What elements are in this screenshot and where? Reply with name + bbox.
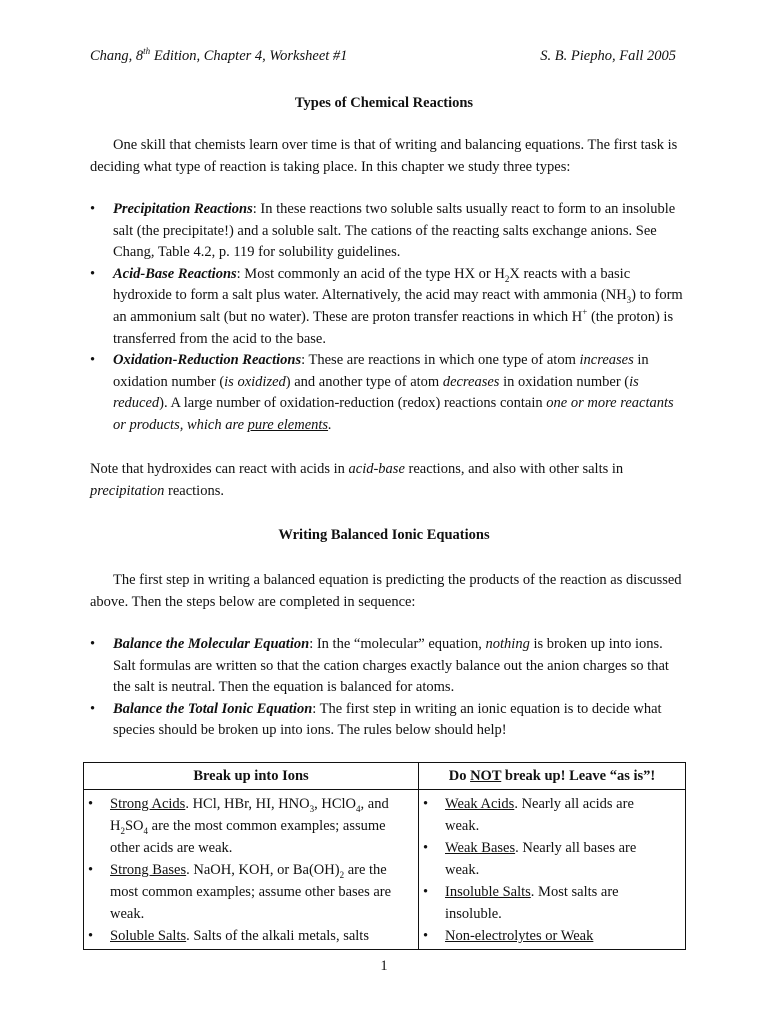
bullet-icon: • <box>90 265 96 282</box>
header-right: S. B. Piepho, Fall 2005 <box>540 48 676 64</box>
list-item-non-electrolytes: • Non-electrolytes or Weak <box>423 925 663 947</box>
list-item-weak-acids: • Weak Acids. Nearly all acids are weak. <box>423 793 663 837</box>
bullet-icon: • <box>90 352 96 369</box>
section-title-ionic: Writing Balanced Ionic Equations <box>278 527 490 543</box>
list-item-strong-acids: • Strong Acids. HCl, HBr, HI, $HNO_3$, HClO$_4$, and $H_2SO_4$ are the most common examples; assume other acids are weak. <box>88 793 410 859</box>
steps-list <box>90 634 686 742</box>
bullet-icon: • <box>423 928 429 944</box>
page-number: 1 <box>380 958 388 974</box>
list-item-strong-bases: • Strong Bases. NaOH, KOH, or $Ba(OH)_2$ are the most common examples; assume other bases are weak. <box>88 859 410 925</box>
ionization-rules-table <box>83 762 686 950</box>
list-item-total-ionic: • Balance the Total Ionic Equation: The first step in writing an ionic equation is to decide what species should be broken up into ions. The rules below should help! <box>90 700 662 739</box>
header-left: Chang, 8th Edition, Chapter 4, Worksheet #1 <box>90 46 348 64</box>
bullet-icon: • <box>88 928 94 944</box>
note-paragraph: Note that hydroxides can react with acids in acid-base reactions, and also with other salts in precipitation reactions. <box>90 461 624 499</box>
list-item-soluble-salts: • Soluble Salts. Salts of the alkali metals, salts <box>88 925 410 947</box>
bullet-icon: • <box>423 884 429 900</box>
list-item-precipitation: • Precipitation Reactions: In these reactions two soluble salts usually react to form to an insoluble salt (the precipitate!) and a soluble salt. The cations of the reacting salts exchange anions. See Chang, Table 4.2, p. 119 for solubility guidelines. <box>90 201 676 261</box>
table-header-do-not-break: Do NOT break up! Leave “as is”! <box>419 763 686 790</box>
table-cell-break-up <box>84 790 419 950</box>
bullet-icon: • <box>88 862 94 878</box>
section-title-types: Types of Chemical Reactions <box>294 95 474 111</box>
list-item-molecular: • Balance the Molecular Equation: In the “molecular” equation, nothing is broken up into ions. Salt formulas are written so that the cation charges exactly balance out the anion charges so that the salt is neutral. Then the equation is balanced for atoms. <box>90 636 669 696</box>
table-cell-do-not-break <box>419 790 686 950</box>
ionic-intro-paragraph: The first step in writing a balanced equation is predicting the products of the reaction as discussed above. Then the steps below are completed in sequence: <box>90 572 682 610</box>
list-item-weak-bases: • Weak Bases. Nearly all bases are weak. <box>423 837 663 881</box>
list-item-insoluble-salts: • Insoluble Salts. Most salts are insoluble. <box>423 881 663 925</box>
list-item-redox: • Oxidation-Reduction Reactions: These are reactions in which one type of atom increases in oxidation number (is oxidized) and another type of atom decreases in oxidation number (is reduced). A large number of oxidation-reduction (redox) reactions contain one or more reactants or products, which are pure elements. <box>90 352 674 433</box>
list-item-acid-base: • Acid-Base Reactions: Most commonly an acid of the type HX or $H_2X$ reacts with a basic hydroxide to form a salt plus water. Alternatively, the acid may react with ammonia $(NH_3)$ to form an ammonium salt (but no water). These are proton transfer reactions in which H+ (the proton) is transferred from the acid to the base. <box>90 265 683 347</box>
bullet-icon: • <box>423 840 429 856</box>
table-header-break-up: Break up into Ions <box>84 763 419 790</box>
bullet-icon: • <box>88 796 94 812</box>
reaction-types-list <box>90 199 686 437</box>
bullet-icon: • <box>90 201 96 217</box>
intro-paragraph: One skill that chemists learn over time is that of writing and balancing equations. The first task is deciding what type of reaction is taking place. In this chapter we study three types: <box>90 137 678 175</box>
bullet-icon: • <box>423 796 429 812</box>
bullet-icon: • <box>90 636 96 652</box>
bullet-icon: • <box>90 700 96 717</box>
